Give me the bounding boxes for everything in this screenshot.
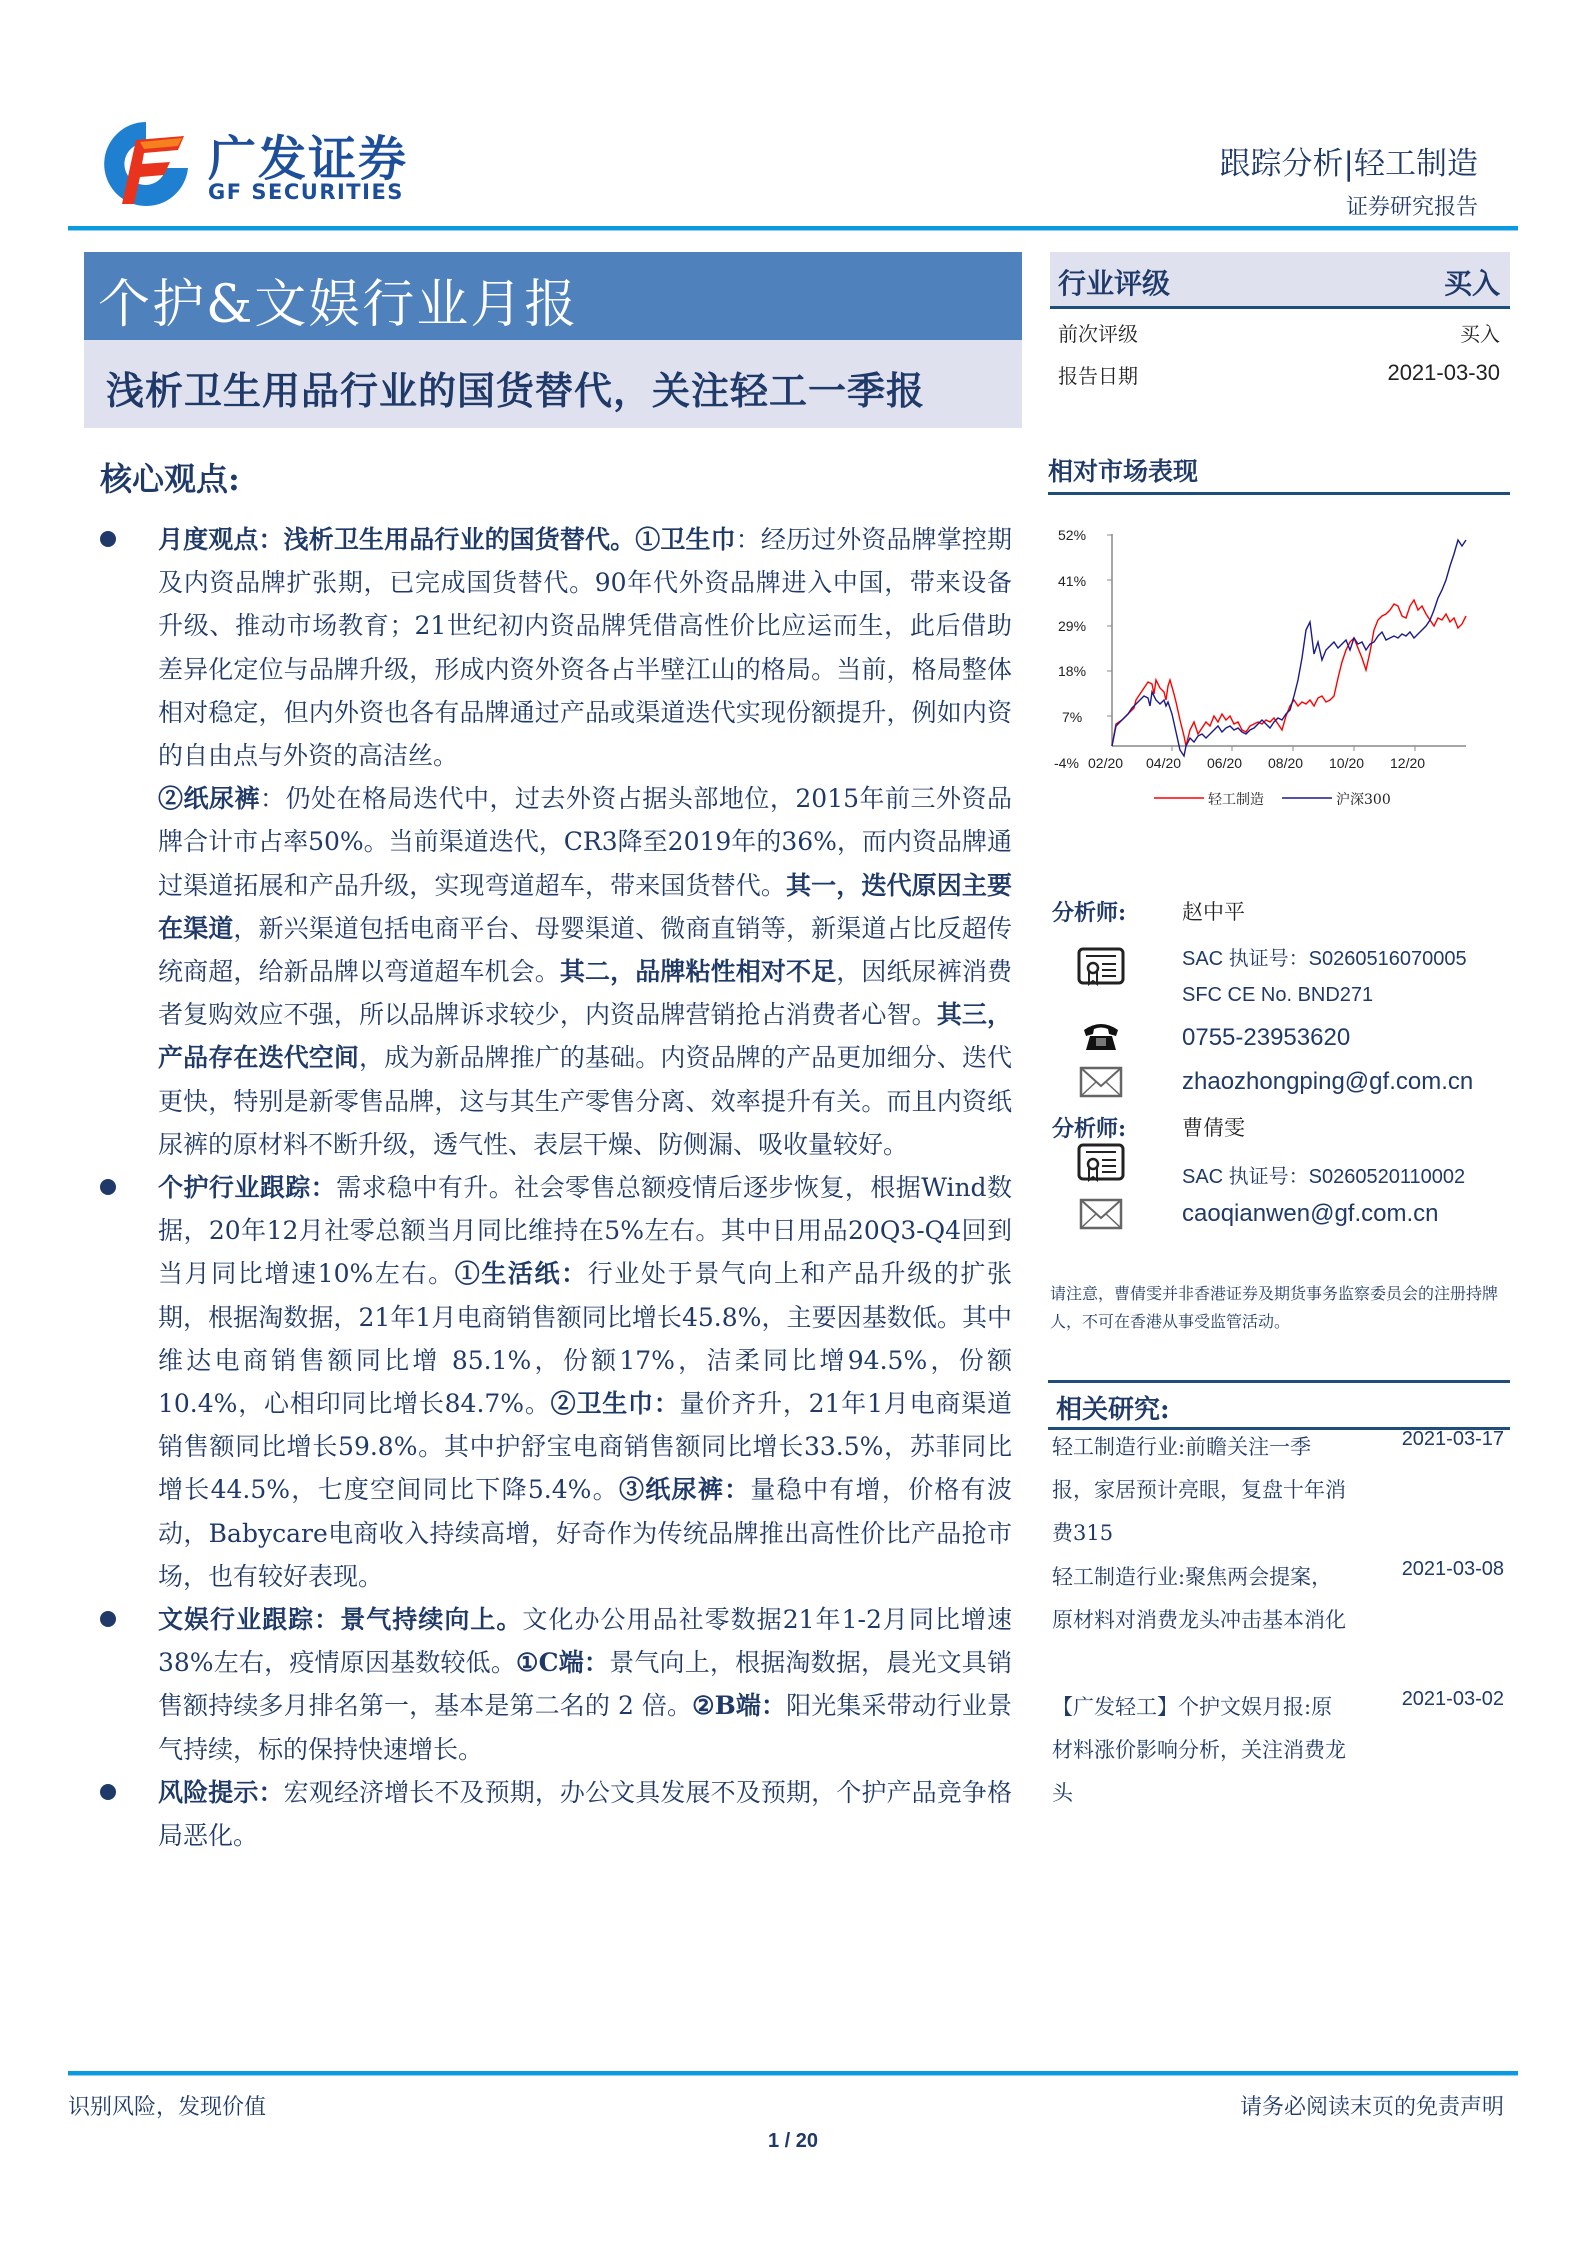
page-number: 1 / 20	[767, 2130, 819, 2152]
body-text: ：经历过外资品牌掌控期及内资品牌扩张期，已完成国货替代。90年代外资品牌进入中国，带来设备升级、推动市场教育；21世纪初内资品牌凭借高性价比应运而生，此后借助差异化定位与品牌升级，形成内资外资各占半壁江山的格局。当前，格局整体相对稳定，但内外资也各有品牌通过产品或渠道迭代实现份额提升，例如内资的自由点与外资的高洁丝。	[158, 525, 1012, 771]
report-date-label: 报告日期	[1058, 364, 1138, 388]
market-performance-heading	[1048, 448, 1510, 495]
related-report-item[interactable]	[1052, 1426, 1512, 1556]
related-report-date: 2021-03-08	[1401, 1558, 1504, 1580]
bullet-risk	[100, 1771, 1012, 1857]
body-text: 行业处于景气向上和产品升级的扩张期，根据淘数据，21年1月电商销售额同比增长45.8%，主要因基数低。其中维达电商销售额同比增 85.1%，份额17%，洁柔同比增94.5%，份额10.4%，心相印同比增长84.7%。	[158, 1259, 1012, 1419]
bullet-dot-icon	[100, 1611, 116, 1627]
x-tick: 12/20	[1390, 755, 1426, 771]
bold-lead: ②纸尿裤	[158, 784, 260, 814]
line-chart	[1050, 510, 1520, 830]
related-report-item[interactable]	[1052, 1556, 1512, 1686]
report-category: 跟踪分析|轻工制造	[1219, 146, 1478, 182]
market-performance-title: 相对市场表现	[1048, 457, 1199, 486]
y-tick: -4%	[1054, 755, 1079, 771]
body-text: ，因纸尿裤消费者复购效应不强，所以品牌诉求较少，内资品牌营销抢占消费者心智。	[158, 957, 1012, 1030]
bold-lead: 其一，迭代原因主要在渠道	[158, 870, 1012, 943]
analyst-email[interactable]: caoqianwen@gf.com.cn	[1182, 1200, 1439, 1227]
previous-rating-row	[1050, 312, 1510, 352]
subtitle-band	[84, 340, 1022, 428]
x-tick: 04/20	[1146, 755, 1182, 771]
certificate-icon	[1076, 1142, 1126, 1186]
bold-lead: 个护行业跟踪：	[158, 1173, 337, 1203]
y-tick: 41%	[1058, 573, 1087, 589]
core-viewpoints-title: 核心观点:	[100, 460, 240, 498]
body-text: ：仍处在格局迭代中，过去外资占据头部地位，2015年前三外资品牌合计市占率50%。当前渠道迭代，CR3降至2019年的36%，而内资品牌通过渠道拓展和产品升级，实现弯道超车，带来国货替代。	[158, 784, 1012, 900]
regulatory-notice: 请注意，曹倩雯并非香港证券及期货事务监察委员会的注册持牌人，不可在香港从事受监管活动。	[1050, 1284, 1499, 1331]
body-text: ，成为新品牌推广的基础。内资品牌的产品更加细分、迭代更快，特别是新零售品牌，这与其生产零售分离、效率提升有关。而且内资纸尿裤的原材料不断升级，透气性、表层干燥、防侧漏、吸收量较好。	[158, 1043, 1012, 1159]
y-tick: 18%	[1058, 663, 1087, 679]
header-divider	[68, 226, 1518, 231]
y-tick: 52%	[1058, 527, 1087, 543]
bold-lead: ①C端：	[516, 1648, 610, 1678]
rating-label: 行业评级	[1058, 267, 1171, 300]
company-logo	[100, 118, 430, 208]
analyst-label: 分析师:	[1052, 900, 1127, 926]
industry-rating	[1050, 252, 1510, 309]
analyst-name: 曹倩雯	[1182, 1116, 1245, 1140]
y-tick: 29%	[1058, 618, 1087, 634]
body-text: ，新兴渠道包括电商平台、母婴渠道、微商直销等，新渠道占比反超传统商超，给新品牌以弯道超车机会。	[158, 913, 1012, 987]
bullet-dot-icon	[100, 1784, 116, 1800]
phone-icon	[1076, 1014, 1126, 1058]
body-text: 文化办公用品社零数据21年1-2月同比增速38%左右，疫情原因基数较低。	[158, 1605, 1012, 1678]
bold-lead: ①生活纸：	[454, 1259, 588, 1289]
bold-lead: 文娱行业跟踪：景气持续向上。	[158, 1605, 523, 1635]
related-report-date: 2021-03-17	[1401, 1428, 1504, 1450]
analyst-sac-id: SAC 执证号：S0260520110002	[1182, 1166, 1466, 1188]
email-icon	[1076, 1060, 1126, 1104]
previous-rating-label: 前次评级	[1058, 322, 1138, 346]
relative-performance-chart	[1050, 510, 1520, 830]
x-tick: 10/20	[1329, 755, 1365, 771]
gf-logo-icon	[100, 118, 192, 210]
related-report-date: 2021-03-02	[1401, 1688, 1504, 1710]
related-report-item[interactable]	[1052, 1686, 1512, 1816]
bullet-monthly-view	[100, 518, 1012, 777]
previous-rating-value: 买入	[1460, 322, 1500, 346]
related-research-title: 相关研究:	[1056, 1395, 1170, 1425]
bold-lead: ②卫生巾：	[550, 1389, 680, 1419]
bullet-personal-care	[100, 1166, 1012, 1598]
body-text: 量价齐升，21年1月电商渠道销售额同比增长59.8%。其中护舒宝电商销售额同比增长33.5%，苏菲同比增长44.5%，七度空间同比下降5.4%。	[158, 1389, 1012, 1505]
email-icon	[1076, 1192, 1126, 1236]
report-doc-type: 证券研究报告	[1345, 195, 1478, 220]
related-report-title[interactable]: 轻工制造行业:聚焦两会提案，原材料对消费龙头冲击基本消化	[1052, 1565, 1346, 1632]
series-light-industry	[1112, 600, 1466, 746]
bold-lead: ③纸尿裤：	[618, 1475, 751, 1505]
analyst-email[interactable]: zhaozhongping@gf.com.cn	[1182, 1068, 1474, 1095]
report-date-value: 2021-03-30	[1387, 360, 1500, 385]
related-report-title[interactable]: 轻工制造行业:前瞻关注一季报，家居预计亮眼，复盘十年消费315	[1052, 1435, 1346, 1545]
bullet-dot-icon	[100, 1179, 116, 1195]
paragraph-diapers	[100, 777, 1012, 1166]
bold-lead: 其三，产品存在迭代空间	[158, 1000, 1012, 1073]
title-band	[84, 252, 1022, 340]
body-text: 需求稳中有升。社会零售总额疫情后逐步恢复，根据Wind数据，20年12月社零总额当月同比维持在5%左右。其中日用品20Q3-Q4回到当月同比增速10%左右。	[158, 1173, 1012, 1289]
report-title: 个护&文娱行业月报	[98, 275, 579, 335]
report-subtitle: 浅析卫生用品行业的国货替代，关注轻工一季报	[106, 368, 926, 413]
bold-lead: 月度观点：浅析卫生用品行业的国货替代。①卫生巾	[158, 525, 736, 554]
y-tick: 7%	[1062, 709, 1083, 725]
bullet-dot-icon	[100, 531, 116, 547]
related-research-heading	[1048, 1380, 1510, 1430]
footer-disclaimer-link[interactable]: 请务必阅读末页的免责声明	[1239, 2095, 1504, 2120]
bold-lead: 风险提示：	[158, 1777, 284, 1807]
x-tick: 08/20	[1268, 755, 1304, 771]
body-text: 宏观经济增长不及预期，办公文具发展不及预期，个护产品竞争格局恶化。	[158, 1777, 1012, 1851]
analyst-label: 分析师:	[1052, 1116, 1127, 1142]
body-text: 景气向上，根据淘数据，晨光文具销售额持续多月排名第一，基本是第二名的 2 倍。	[158, 1648, 1012, 1721]
series-csi300	[1112, 540, 1466, 756]
bold-lead: 其二，品牌粘性相对不足	[559, 957, 837, 987]
bullet-stationery	[100, 1598, 1012, 1771]
logo-en-text: GF SECURITIES	[208, 180, 404, 204]
report-date-row	[1050, 354, 1510, 394]
footer-slogan: 识别风险，发现价值	[68, 2095, 267, 2120]
logo-cn-text: 广发证券	[208, 131, 409, 187]
body-text: 阳光集采带动行业景气持续，标的保持快速增长。	[158, 1691, 1012, 1764]
x-tick: 06/20	[1207, 755, 1243, 771]
body-text: 量稳中有增，价格有波动，Babycare电商收入持续高增，好奇作为传统品牌推出高性价比产品抢市场，也有较好表现。	[158, 1475, 1012, 1591]
analyst-name: 赵中平	[1182, 900, 1245, 924]
analyst-sac-id: SAC 执证号：S0260516070005	[1182, 948, 1467, 970]
legend-label: 沪深300	[1336, 792, 1391, 808]
analyst-phone: 0755-23953620	[1182, 1024, 1351, 1051]
certificate-icon	[1076, 946, 1126, 990]
rating-value: 买入	[1443, 267, 1500, 300]
core-viewpoints-body	[100, 518, 1012, 1857]
x-tick: 02/20	[1088, 755, 1124, 771]
footer-divider	[68, 2071, 1518, 2076]
legend-label: 轻工制造	[1208, 792, 1264, 808]
bold-lead: ②B端：	[692, 1691, 787, 1721]
analyst-sfc-id: SFC CE No. BND271	[1182, 984, 1374, 1006]
related-report-title[interactable]: 【广发轻工】个护文娱月报:原材料涨价影响分析，关注消费龙头	[1052, 1695, 1346, 1805]
